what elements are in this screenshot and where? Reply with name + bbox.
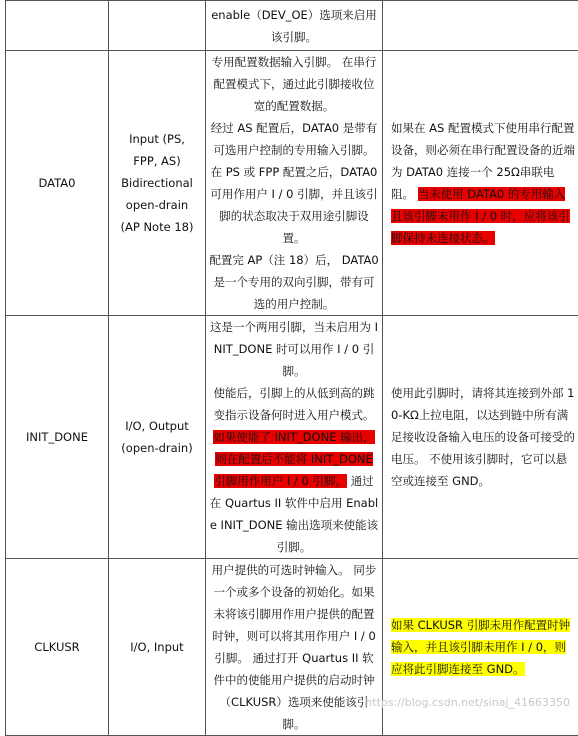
pin-type-cell [109, 51, 206, 316]
pin-name-cell [6, 559, 109, 736]
usage-text: 如果在 AS 配置模式下使用串行配置设备，则必须在串行配置设备的近端为 DATA0 连接一个 25Ω串联电阻。 [391, 121, 575, 201]
pin-type-cell [109, 559, 206, 736]
pin-type-line: Input (PS, [112, 128, 202, 150]
description-text: 使能后，引脚上的从低到高的跳变指示设备何时进入用户模式。 [214, 386, 375, 422]
description-cell [206, 316, 383, 559]
description-paragraph: 在 PS 或 FPP 配置之后，DATA0 可用作用户 I / 0 引脚，并且该引脚的状态取决于双用途引脚设置。 [209, 161, 379, 249]
usage-cell [383, 316, 578, 559]
pin-type-cell [109, 316, 206, 559]
pin-name: INIT_DONE [26, 430, 88, 444]
description-highlight-red: 如果使能了 INIT_DONE 输出，则在配置后不能将 INIT_DONE 引脚用作用户 I / 0 引脚。 [213, 430, 374, 488]
pin-name: DATA0 [39, 176, 76, 190]
pin-type-line: (AP Note 18) [112, 216, 202, 238]
usage-highlight-red: 当未使用 DATA0 的专用输入且该引脚未用作 I / 0 时，应将该引脚保持未连接状态。 [391, 187, 570, 245]
pin-type-cell [109, 1, 206, 51]
pin-type-line: I/O, Input [112, 636, 202, 658]
pin-type-line: (open-drain) [112, 437, 202, 459]
table-row [6, 1, 578, 51]
pin-name-cell [6, 1, 109, 51]
description-text: enable（DEV_OE）选项来启用该引脚。 [209, 4, 379, 48]
description-paragraph: 经过 AS 配置后，DATA0 是带有可选用户控制的专用输入引脚。 [209, 117, 379, 161]
pin-table [5, 0, 578, 736]
description-text: 用户提供的可选时钟输入。 同步一个或多个设备的初始化。如果未将该引脚用作用户提供的配置时钟，则可以将其用作用户 I / 0 引脚。 通过打开 Quartus II 软件中的使能用户提供的启动时钟（CLKUSR）选项来使能该引脚。 [212, 563, 377, 731]
pin-type-line: I/O, Output [112, 415, 202, 437]
description-cell [206, 559, 383, 736]
usage-text: 使用此引脚时，请将其连接到外部 10-KΩ上拉电阻，以达到链中所有满足接收设备输入电压的设备可接受的电压。 不使用该引脚时，它可以悬空或连接至 GND。 [391, 386, 575, 488]
pin-name-cell [6, 51, 109, 316]
usage-cell [383, 1, 578, 51]
usage-highlight-yellow: 如果 CLKUSR 引脚未用作配置时钟输入，并且该引脚未用作 I / 0，则应将此引脚连接至 GND。 [391, 618, 570, 676]
pin-type-line: open-drain [112, 194, 202, 216]
description-paragraph: 配置完 AP（注 18）后， DATA0 是一个专用的双向引脚，带有可选的用户控制。 [209, 249, 379, 315]
description-paragraph: 专用配置数据输入引脚。 在串行配置模式下，通过此引脚接收位宽的配置数据。 [209, 51, 379, 117]
pin-type-line: Bidirectional [112, 172, 202, 194]
description-cell [206, 51, 383, 316]
description-paragraph [209, 382, 379, 558]
description-cell [206, 1, 383, 51]
description-paragraph: 这是一个两用引脚，当未启用为 INIT_DONE 时可以用作 I / 0 引脚。 [209, 316, 379, 382]
pin-name-cell [6, 316, 109, 559]
pin-name: CLKUSR [34, 640, 79, 654]
usage-cell [383, 51, 578, 316]
pin-type-line: FPP, AS) [112, 150, 202, 172]
watermark-text: https://blog.csdn.net/sinaj_41663350 [365, 696, 570, 709]
description-text: 通过在 Quartus II 软件中启用 Enable INIT_DONE 输出选项来使能该引脚。 [210, 474, 378, 554]
table-row [6, 51, 578, 316]
table-row [6, 316, 578, 559]
